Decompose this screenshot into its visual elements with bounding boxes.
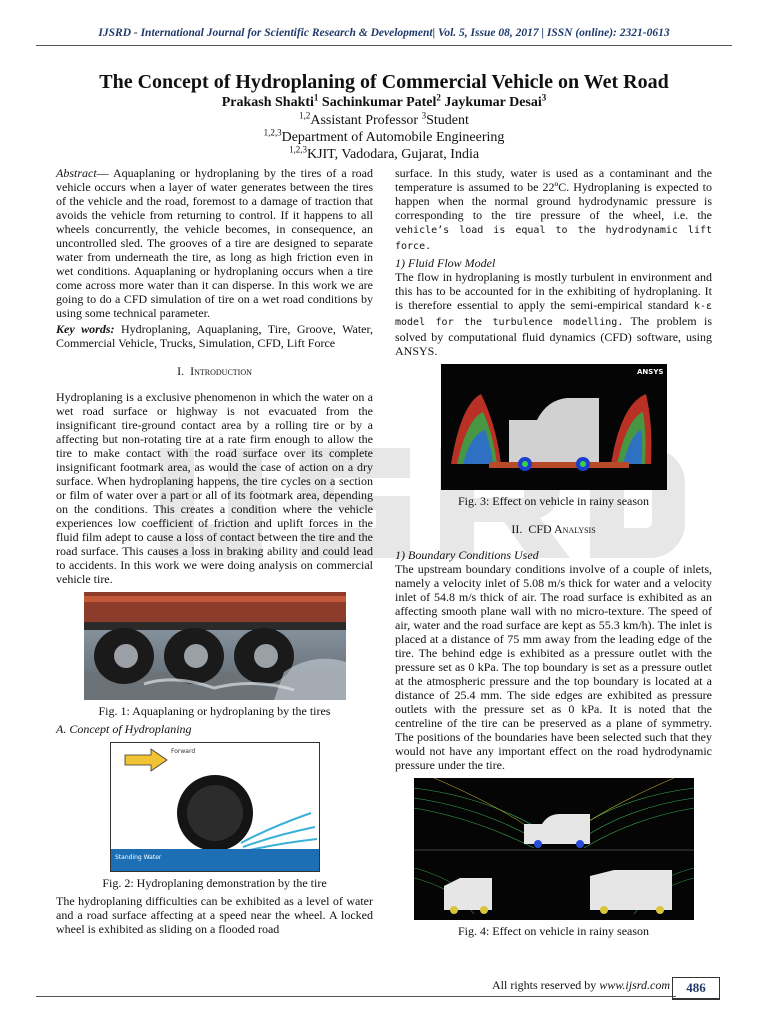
affil-text: Student <box>426 113 469 128</box>
figure-3-caption: Fig. 3: Effect on vehicle in rainy season <box>457 494 650 508</box>
affil-sup: 1,2 <box>299 110 311 121</box>
affil-text: KJIT, Vadodara, Gujarat, India <box>306 147 480 162</box>
subsection-heading-boundary: 1) Boundary Conditions Used <box>395 548 539 562</box>
keywords-text: Hydroplaning, Aquaplaning, Tire, Groove, Water, Commercial Vehicle, Trucks, Simulation, CFD, Lift Force <box>56 322 374 350</box>
keywords-label: Key words: <box>56 322 115 336</box>
ansys-logo: ANSYS <box>636 368 663 376</box>
author-sup: 1 <box>313 92 319 103</box>
author-sup: 3 <box>541 92 547 103</box>
fluid-flow-paragraph <box>395 270 712 358</box>
footer-rights-text: All rights reserved by <box>492 978 600 992</box>
continuation-text: surface. In this study, water is used as a contaminant and the temperature is assumed to be 22ºC. Hydroplaning is expected to happen when the normal ground hydrodynamic pressure is corresponding to the tire pressure of the wheel, i.e. the <box>395 166 712 222</box>
continuation-paragraph <box>395 166 712 254</box>
abstract-label: Abstract <box>56 166 97 180</box>
author-name: Jaykumar Desai <box>444 95 542 110</box>
affiliation-department <box>40 129 728 146</box>
author-sup: 2 <box>436 92 441 103</box>
introduction-paragraph: Hydroplaning is a exclusive phenomenon in which the water on a wet road surface or highway is not evacuated from the insignificant tire-ground contact area by a rolling tire or by a affecting but non-rotating tire at a rate firm enough to allow the tire to make contact with the road surface over its complete insignificant footmark area, as would the case of action on a dry surface. When hydroplaning happens, the tire cycles on a section or film of water over a part or all of its footmark area, depending on the conditions. This creates a condition where the vehicle experiences low coefficient of friction and uplift forces in the fluid film adept to cause a loss of contact between the tire and the road surface. This causes a loss in braking ability and could lead to accidents. In this work we were doing analysis on commercial vehicle tire. <box>56 390 373 586</box>
figure-4-cfd-renders <box>414 778 694 920</box>
fluid-mono-text: k-ε model for the turbulence modelling. <box>395 301 712 328</box>
affil-text: Department of Automobile Engineering <box>281 130 505 145</box>
subsection-heading-a: A. Concept of Hydroplaning <box>56 722 192 736</box>
continuation-mono-text: vehicle’s load is equal to the hydrodynamic lift force. <box>395 225 712 252</box>
fluid-text-2: The problem is solved by computational fluid dynamics (CFD) software, using ANSYS. <box>395 314 712 358</box>
affil-text: Assistant Professor <box>310 113 422 128</box>
title-block <box>40 70 728 163</box>
section-title: CFD Analysis <box>528 522 596 536</box>
footer-rights <box>460 978 670 993</box>
figure-1-truck-tires-photo <box>84 592 346 700</box>
abstract-text: — Aquaplaning or hydroplaning by the tires of a road vehicle occurs when a layer of water generates between the tires of the vehicle and the road, foremost to a damage of traction that avoids the vehicle from returning to control. If it happens to all wheels concurrently, the vehicle becomes, in consequence, an uncontrolled sled. The grooves of a tire are designed to separate water from underneath the tire, as long as high friction even in wet conditions. Aquaplaning or hydroplaning occurs when a tire come across more water than it can disperse. In this work we are going to do a CFD simulation of tire on a wet road conditions by using some technical parameter. <box>56 166 373 320</box>
journal-header: IJSRD - International Journal for Scientific Research & Development| Vol. 5, Issue 08, 2017 | ISSN (online): 2321-0613 <box>98 27 670 39</box>
left-column <box>56 166 373 938</box>
author-name: Prakash Shakti <box>221 95 314 110</box>
affiliation-role <box>40 112 728 129</box>
affiliation-institute <box>40 146 728 163</box>
section-heading-introduction <box>56 364 373 378</box>
section-number: II. <box>511 522 523 536</box>
boundary-paragraph: The upstream boundary conditions involve of a couple of inlets, namely a velocity inlet of 5.08 m/s thick for water and a velocity inlet of 54.8 m/s thick of air. The road surface is exhibited as an affecting smooth plane wall with no micro-texture. The speed of air, water and the road surface are kept as 55.3 km/h). The inlet is placed at a distance of 75 mm away from the leading edge of the tire. The behind edge is exhibited as a pressure outlet with the pressure set as 0 kPa. The top boundary is set as a pressure outlet at the atmospheric pressure and the top boundary is located at a distance of 25.4 mm. The side edges are exhibited as pressure outlets with the pressure set as 0 kPa. It is noted that the centreline of the tire can be preserved as a plane of symmetry. The positions of the boundaries have been selected such that they would not have any important effect on the road hydrodynamic pressure under the tire. <box>395 562 712 772</box>
standing-water-label: Standing Water <box>114 854 161 861</box>
footer-rule <box>36 996 676 997</box>
affil-sup: 3 <box>421 110 427 121</box>
section-number: I. <box>177 364 185 378</box>
affil-sup: 1,2,3 <box>288 144 307 155</box>
page-number: 486 <box>672 977 720 1000</box>
section-title: Introduction <box>190 364 252 378</box>
subsection-heading-fluid-flow: 1) Fluid Flow Model <box>395 256 496 270</box>
author-name: Sachinkumar Patel <box>321 95 437 110</box>
footer-site-link[interactable]: www.ijsrd.com <box>599 978 670 992</box>
figure-4-caption: Fig. 4: Effect on vehicle in rainy season <box>457 924 650 938</box>
truck-tires-illustration <box>84 592 346 700</box>
keywords <box>56 322 373 350</box>
section-heading-cfd-analysis <box>395 522 712 536</box>
hydroplaning-diagram <box>111 743 319 871</box>
forward-label: Forward <box>170 748 195 755</box>
concept-paragraph: The hydroplaning difficulties can be exhibited as a level of water and a road surface affecting at a speed near the wheel. A locked wheel is exhibited as sliding on a flooded road <box>56 894 373 936</box>
paper-title: The Concept of Hydroplaning of Commercial Vehicle on Wet Road <box>99 71 669 93</box>
cfd-truck-render-grid <box>414 778 694 920</box>
right-column <box>395 166 712 942</box>
author-list <box>40 94 728 112</box>
figure-2-caption: Fig. 2: Hydroplaning demonstration by the tire <box>102 876 327 890</box>
figure-1-caption: Fig. 1: Aquaplaning or hydroplaning by the tires <box>98 704 331 718</box>
abstract <box>56 166 373 320</box>
header-rule <box>36 45 732 46</box>
cfd-truck-render <box>441 364 667 490</box>
figure-2-hydroplaning-diagram <box>110 742 320 872</box>
affil-sup: 1,2,3 <box>263 127 282 138</box>
figure-3-cfd-render <box>441 364 667 490</box>
fluid-text: The flow in hydroplaning is mostly turbulent in environment and this has to be accounted for in the exhibiting of hydroplaning. It is therefore essential to apply the semi-empirical standard <box>395 270 712 312</box>
